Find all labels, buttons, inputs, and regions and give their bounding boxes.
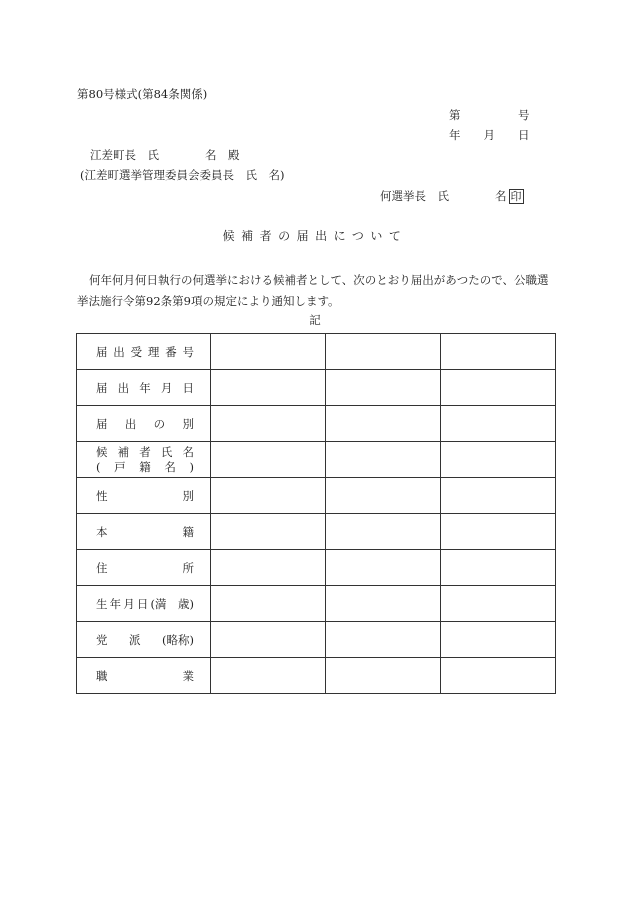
row-label: 職 業 bbox=[96, 668, 194, 683]
blank-cell bbox=[326, 550, 441, 586]
blank-cell bbox=[211, 370, 326, 406]
blank-cell bbox=[211, 406, 326, 442]
document-date: 年 月 日 bbox=[449, 128, 530, 142]
table-row bbox=[77, 334, 556, 370]
row-label-cell bbox=[77, 478, 211, 514]
row-label: 届 出 の 別 bbox=[96, 416, 194, 431]
blank-cell bbox=[326, 514, 441, 550]
blank-cell bbox=[441, 406, 556, 442]
sender-name: 何選挙長 氏 名 bbox=[380, 189, 507, 203]
blank-cell bbox=[326, 442, 441, 478]
body-text: 何年何月何日執行の何選挙における候補者として、次のとおり届出があつたので、公職選挙法施行令第92条第9項の規定により通知します。 bbox=[77, 273, 549, 308]
table-row bbox=[77, 586, 556, 622]
table-row bbox=[77, 370, 556, 406]
seal-mark: 印 bbox=[510, 190, 522, 203]
blank-cell bbox=[326, 370, 441, 406]
row-label: 党 派 (略称) bbox=[96, 632, 194, 647]
blank-cell bbox=[326, 586, 441, 622]
blank-cell bbox=[441, 442, 556, 478]
blank-cell bbox=[441, 334, 556, 370]
table-row bbox=[77, 478, 556, 514]
row-label-cell bbox=[77, 334, 211, 370]
blank-cell bbox=[326, 658, 441, 694]
table-row bbox=[77, 514, 556, 550]
row-label-cell bbox=[77, 442, 211, 478]
blank-cell bbox=[441, 370, 556, 406]
blank-cell bbox=[211, 658, 326, 694]
table-row bbox=[77, 550, 556, 586]
row-sublabel: ( 戸 籍 名 ) bbox=[96, 459, 194, 474]
table-row bbox=[77, 622, 556, 658]
notification-table bbox=[76, 333, 556, 694]
blank-cell bbox=[441, 622, 556, 658]
table-row bbox=[77, 442, 556, 478]
blank-cell bbox=[211, 442, 326, 478]
sender bbox=[380, 189, 524, 204]
addressee-alternate: (江差町選挙管理委員会委員長 氏 名) bbox=[80, 168, 285, 182]
blank-cell bbox=[211, 586, 326, 622]
table-row bbox=[77, 658, 556, 694]
row-label-cell bbox=[77, 658, 211, 694]
row-label: 届 出 受 理 番 号 bbox=[96, 344, 194, 359]
blank-cell bbox=[441, 586, 556, 622]
document-number: 第 号 bbox=[449, 108, 530, 122]
row-label-cell bbox=[77, 550, 211, 586]
addressee: 江差町長 氏 名 殿 bbox=[90, 148, 240, 162]
blank-cell bbox=[211, 550, 326, 586]
blank-cell bbox=[211, 478, 326, 514]
ki-heading: 記 bbox=[309, 313, 321, 327]
blank-cell bbox=[326, 334, 441, 370]
blank-cell bbox=[326, 406, 441, 442]
blank-cell bbox=[441, 478, 556, 514]
row-label: 性 別 bbox=[96, 488, 194, 503]
row-label-cell bbox=[77, 586, 211, 622]
row-label: 候 補 者 氏 名 bbox=[96, 444, 194, 459]
row-label: 住 所 bbox=[96, 560, 194, 575]
row-label-cell bbox=[77, 622, 211, 658]
document-title: 候補者の届出について bbox=[222, 229, 408, 243]
row-label: 生 年 月 日 (満 歳) bbox=[96, 596, 194, 611]
row-label: 本 籍 bbox=[96, 524, 194, 539]
blank-cell bbox=[211, 622, 326, 658]
blank-cell bbox=[441, 514, 556, 550]
blank-cell bbox=[326, 478, 441, 514]
form-number-label: 第80号様式(第84条関係) bbox=[77, 87, 208, 101]
blank-cell bbox=[326, 622, 441, 658]
row-label-cell bbox=[77, 370, 211, 406]
row-label-cell bbox=[77, 406, 211, 442]
row-label-cell bbox=[77, 514, 211, 550]
blank-cell bbox=[441, 658, 556, 694]
blank-cell bbox=[441, 550, 556, 586]
blank-cell bbox=[211, 334, 326, 370]
row-label: 届 出 年 月 日 bbox=[96, 380, 194, 395]
blank-cell bbox=[211, 514, 326, 550]
table-row bbox=[77, 406, 556, 442]
